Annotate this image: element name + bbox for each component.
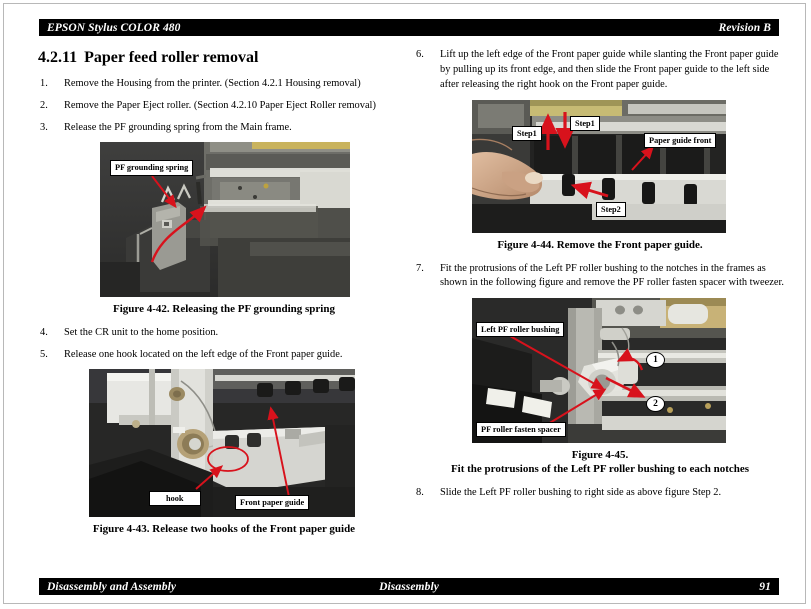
figure-4-45-caption-line1: Figure 4-45. — [571, 449, 629, 462]
callout-pf-grounding-spring: PF grounding spring — [110, 160, 193, 175]
step-number: 2. — [40, 99, 48, 111]
footer-page-number: 91 — [759, 580, 771, 593]
step-number: 4. — [40, 326, 48, 338]
page-footer — [39, 578, 779, 595]
callout-paper-guide-front: Paper guide front — [644, 133, 716, 148]
page-title — [38, 48, 410, 67]
callout-hook: hook — [149, 491, 201, 506]
badge-2: 2 — [646, 396, 665, 412]
callout-front-paper-guide: Front paper guide — [235, 495, 309, 510]
badge-1: 1 — [646, 352, 665, 368]
step-text: Release the PF grounding spring from the Main frame. — [64, 121, 292, 133]
left-column — [38, 48, 410, 546]
step-text: Set the CR unit to the home position. — [64, 326, 219, 338]
step-number: 7. — [416, 262, 424, 274]
step-4 — [38, 326, 410, 341]
step-6 — [414, 48, 786, 92]
step-1 — [38, 77, 410, 92]
header-revision: Revision B — [718, 21, 771, 34]
front-paper-guide-image — [89, 369, 355, 517]
step-3 — [38, 121, 410, 136]
footer-section: Disassembly — [379, 580, 439, 593]
step-7 — [414, 262, 786, 292]
step-number: 6. — [416, 49, 424, 60]
right-column — [414, 48, 786, 507]
figure-4-45-photo — [472, 298, 726, 443]
figure-4-42-photo — [100, 142, 350, 297]
section-title: Paper feed roller removal — [84, 49, 259, 66]
step-text: Fit the protrusions of the Left PF roller bushing to the notches in the frames as shown in the following figure and remove the PF roller fasten spacer with tweezer. — [440, 262, 784, 289]
section-number: 4.2.11 — [38, 49, 78, 66]
step-5 — [38, 348, 410, 363]
step-2 — [38, 99, 410, 114]
callout-left-pf-roller-bushing: Left PF roller bushing — [476, 322, 564, 337]
step-text: Release one hook located on the left edge of the Front paper guide. — [64, 348, 343, 360]
step-text: Remove the Housing from the printer. (Section 4.2.1 Housing removal) — [64, 78, 361, 90]
figure-4-45-caption-line2: Fit the protrusions of the Left PF roller bushing to each notches — [450, 463, 750, 476]
step-number: 3. — [40, 121, 48, 133]
figure-4-42-caption: Figure 4-42. Releasing the PF grounding spring — [113, 303, 335, 316]
figure-4-44-caption: Figure 4-44. Remove the Front paper guide. — [497, 239, 703, 252]
step-number: 5. — [40, 348, 48, 360]
figure-4-44-photo — [472, 100, 726, 233]
page-header — [39, 19, 779, 36]
step-8 — [414, 486, 786, 501]
step-text: Lift up the left edge of the Front paper guide while slanting the Front paper guide by pulling up its front edge, and then slide the Front paper guide to the left side after releasing the right hook on the Front paper guide. — [440, 49, 779, 90]
callout-step1-right: Step1 — [570, 116, 600, 131]
footer-chapter: Disassembly and Assembly — [47, 580, 177, 593]
manual-page — [3, 3, 806, 604]
step-text: Remove the Paper Eject roller. (Section 4.2.10 Paper Eject Roller removal) — [64, 99, 376, 111]
figure-4-43-photo — [89, 369, 355, 517]
header-product-title: EPSON Stylus COLOR 480 — [47, 21, 181, 34]
figure-4-43-caption: Figure 4-43. Release two hooks of the Front paper guide — [92, 523, 356, 536]
callout-step1-left: Step1 — [512, 126, 542, 141]
callout-pf-roller-fasten-spacer: PF roller fasten spacer — [476, 422, 566, 437]
step-number: 1. — [40, 78, 48, 90]
callout-step2: Step2 — [596, 202, 626, 217]
step-text: Slide the Left PF roller bushing to right side as above figure Step 2. — [440, 486, 722, 498]
figure-4-45-caption — [414, 448, 786, 477]
step-number: 8. — [416, 486, 424, 498]
